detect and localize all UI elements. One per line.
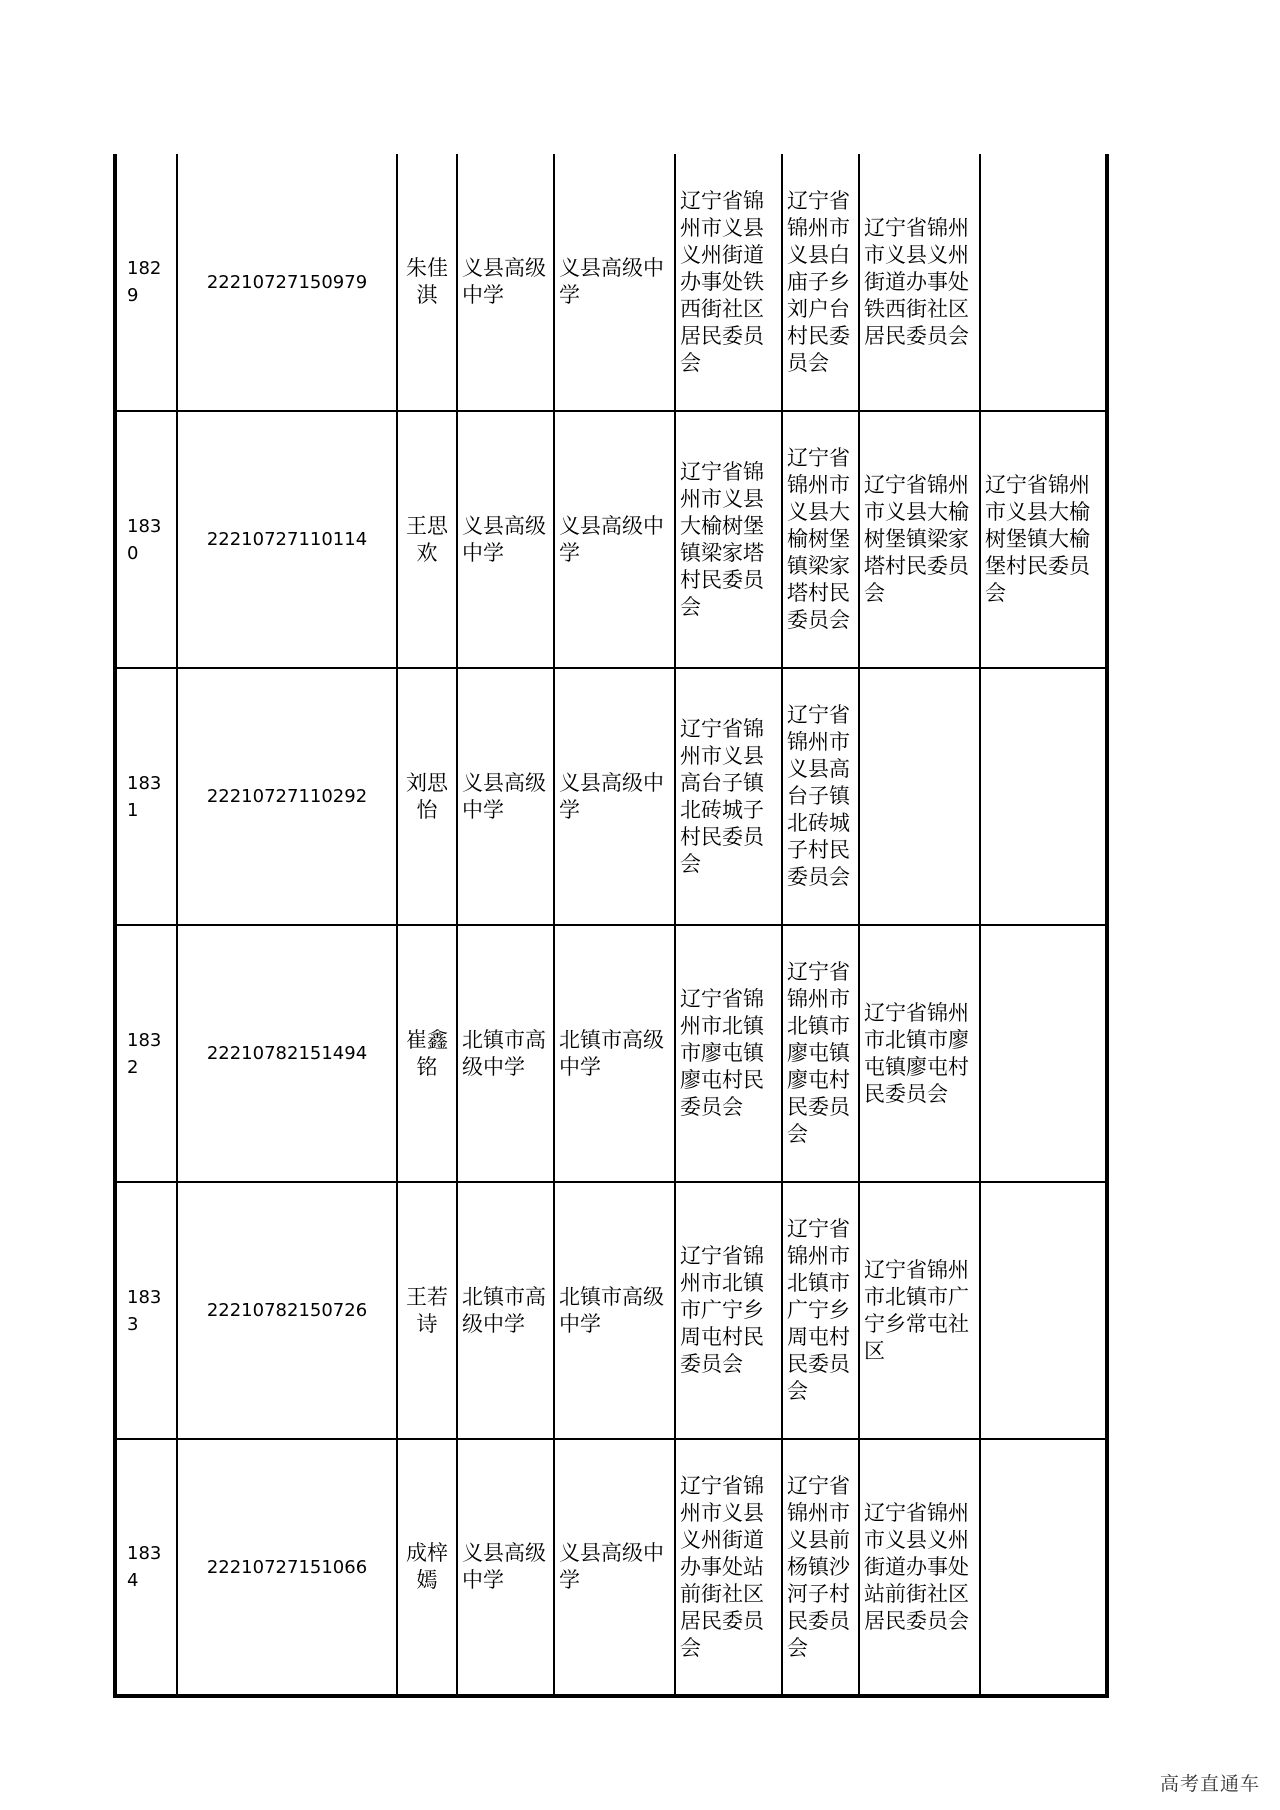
row-number: 1833 xyxy=(115,1182,177,1439)
residence-address: 辽宁省锦州市北镇市廖屯镇廖屯村民委员会 xyxy=(859,925,980,1182)
parent-household-address: 辽宁省锦州市义县高台子镇北砖城子村民委员会 xyxy=(782,668,859,925)
parent-household-address: 辽宁省锦州市义县前杨镇沙河子村民委员会 xyxy=(782,1439,859,1696)
household-address: 辽宁省锦州市义县大榆树堡镇梁家塔村民委员会 xyxy=(675,411,782,668)
household-address: 辽宁省锦州市北镇市廖屯镇廖屯村民委员会 xyxy=(675,925,782,1182)
ticket-number: 22210782151494 xyxy=(177,925,397,1182)
watermark-text: 高考直通车 xyxy=(1159,1773,1260,1795)
residence-address xyxy=(859,668,980,925)
table-row xyxy=(115,668,1107,925)
residence-address: 辽宁省锦州市义县大榆树堡镇梁家塔村民委员会 xyxy=(859,411,980,668)
student-name: 朱佳淇 xyxy=(397,154,457,411)
school-name: 北镇市高级中学 xyxy=(457,925,554,1182)
roster-table xyxy=(113,154,1109,1698)
residence-address: 辽宁省锦州市义县义州街道办事处站前街社区居民委员会 xyxy=(859,1439,980,1696)
student-name: 王若诗 xyxy=(397,1182,457,1439)
school-name: 义县高级中学 xyxy=(457,668,554,925)
residence-address: 辽宁省锦州市义县义州街道办事处铁西街社区居民委员会 xyxy=(859,154,980,411)
household-address: 辽宁省锦州市义县义州街道办事处铁西街社区居民委员会 xyxy=(675,154,782,411)
ticket-number: 22210727151066 xyxy=(177,1439,397,1696)
table-row xyxy=(115,411,1107,668)
other-address: 辽宁省锦州市义县大榆树堡镇大榆堡村民委员会 xyxy=(980,411,1107,668)
residence-address: 辽宁省锦州市北镇市广宁乡常屯社区 xyxy=(859,1182,980,1439)
roster-sheet xyxy=(113,154,1105,1698)
school-name: 义县高级中学 xyxy=(457,1439,554,1696)
table-row xyxy=(115,1439,1107,1696)
row-number: 1834 xyxy=(115,1439,177,1696)
row-number: 1831 xyxy=(115,668,177,925)
school-name: 义县高级中学 xyxy=(457,411,554,668)
table-row xyxy=(115,154,1107,411)
exam-school: 义县高级中学 xyxy=(554,154,675,411)
household-address: 辽宁省锦州市义县义州街道办事处站前街社区居民委员会 xyxy=(675,1439,782,1696)
parent-household-address: 辽宁省锦州市北镇市广宁乡周屯村民委员会 xyxy=(782,1182,859,1439)
exam-school: 义县高级中学 xyxy=(554,668,675,925)
exam-school: 义县高级中学 xyxy=(554,1439,675,1696)
other-address xyxy=(980,1182,1107,1439)
other-address xyxy=(980,154,1107,411)
row-number: 1830 xyxy=(115,411,177,668)
table-row xyxy=(115,1182,1107,1439)
parent-household-address: 辽宁省锦州市北镇市廖屯镇廖屯村民委员会 xyxy=(782,925,859,1182)
exam-school: 北镇市高级中学 xyxy=(554,1182,675,1439)
student-name: 王思欢 xyxy=(397,411,457,668)
exam-school: 义县高级中学 xyxy=(554,411,675,668)
household-address: 辽宁省锦州市北镇市广宁乡周屯村民委员会 xyxy=(675,1182,782,1439)
student-name: 崔鑫铭 xyxy=(397,925,457,1182)
ticket-number: 22210727110114 xyxy=(177,411,397,668)
ticket-number: 22210727110292 xyxy=(177,668,397,925)
roster-body xyxy=(115,154,1107,1696)
row-number: 1829 xyxy=(115,154,177,411)
row-number: 1832 xyxy=(115,925,177,1182)
exam-school: 北镇市高级中学 xyxy=(554,925,675,1182)
ticket-number: 22210782150726 xyxy=(177,1182,397,1439)
other-address xyxy=(980,668,1107,925)
parent-household-address: 辽宁省锦州市义县白庙子乡刘户台村民委员会 xyxy=(782,154,859,411)
other-address xyxy=(980,925,1107,1182)
table-row xyxy=(115,925,1107,1182)
ticket-number: 22210727150979 xyxy=(177,154,397,411)
student-name: 刘思怡 xyxy=(397,668,457,925)
student-name: 成梓嫣 xyxy=(397,1439,457,1696)
parent-household-address: 辽宁省锦州市义县大榆树堡镇梁家塔村民委员会 xyxy=(782,411,859,668)
school-name: 北镇市高级中学 xyxy=(457,1182,554,1439)
school-name: 义县高级中学 xyxy=(457,154,554,411)
other-address xyxy=(980,1439,1107,1696)
household-address: 辽宁省锦州市义县高台子镇北砖城子村民委员会 xyxy=(675,668,782,925)
